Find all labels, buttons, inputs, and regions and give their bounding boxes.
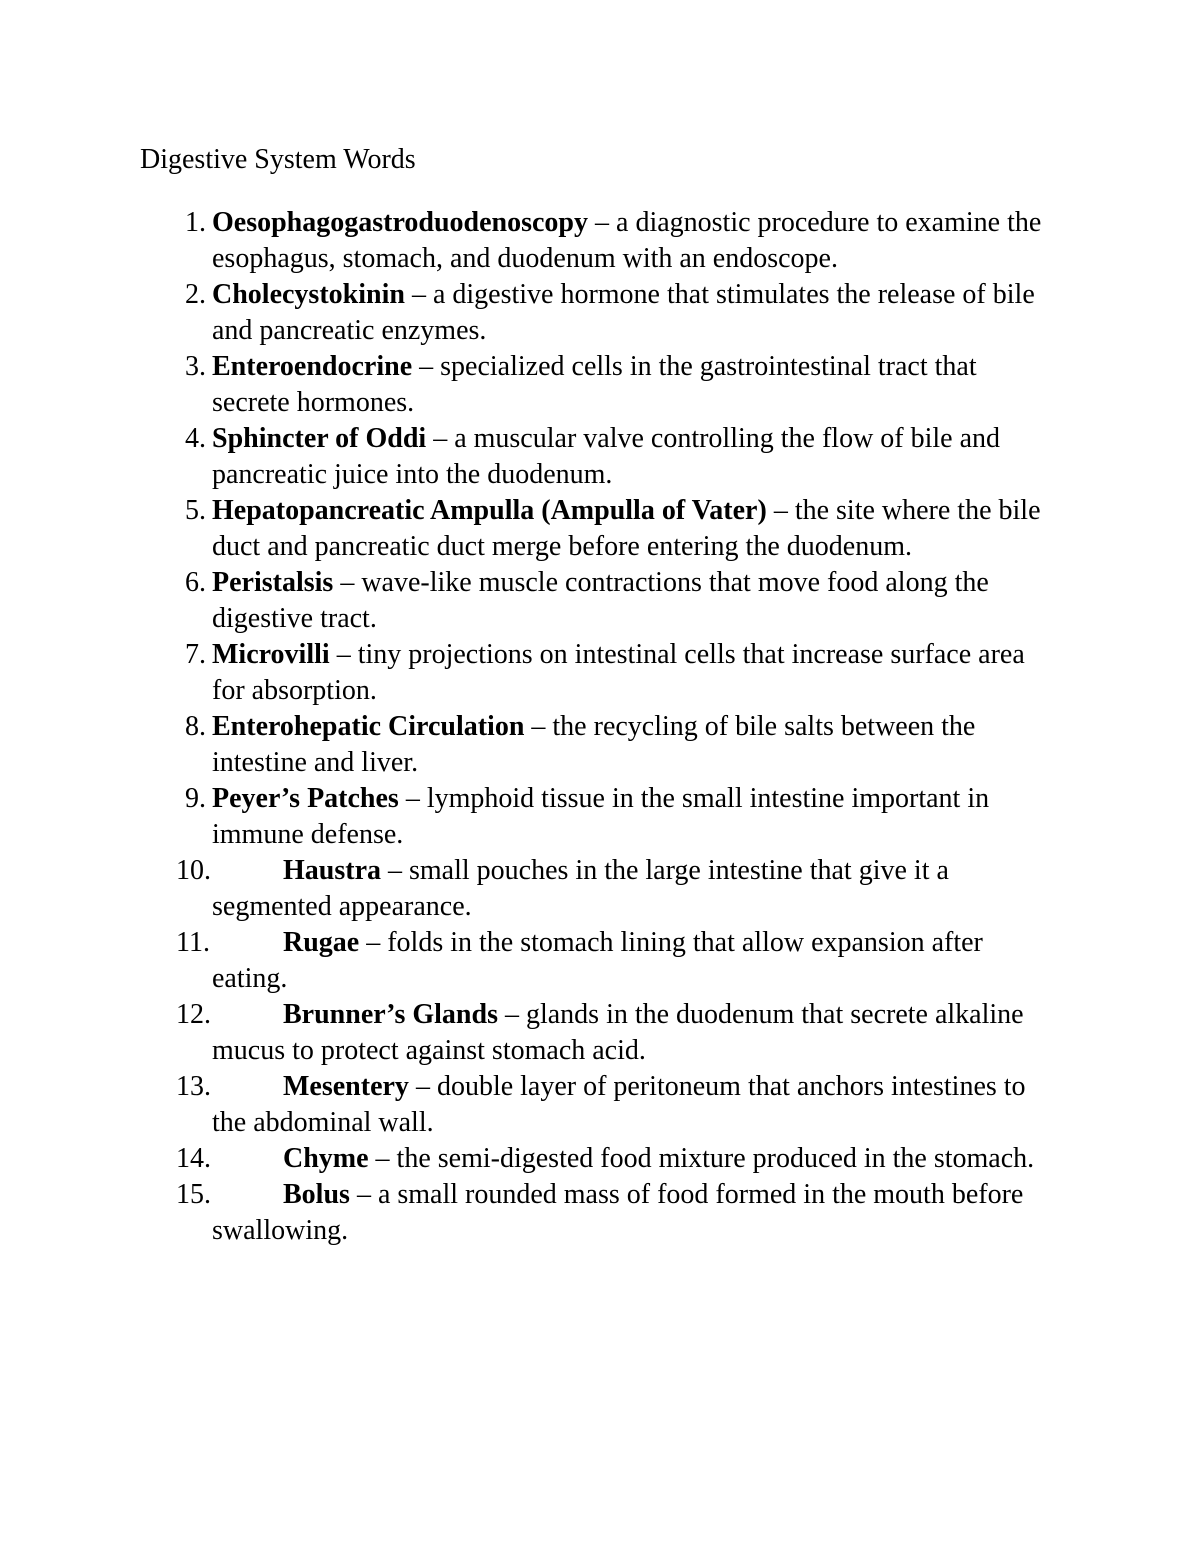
term-text — [212, 349, 1052, 421]
term-text — [212, 1141, 1052, 1177]
term-word: Peristalsis — [212, 567, 334, 598]
term-word: Chyme — [283, 1143, 369, 1174]
term-word: Haustra — [283, 855, 381, 886]
term-separator: – — [404, 279, 433, 310]
term-item — [0, 781, 1052, 853]
term-definition: glands in the duodenum that secrete alkaline mucus to protect against stomach acid. — [212, 999, 1024, 1066]
term-item — [0, 421, 1052, 493]
term-definition: a digestive hormone that stimulates the release of bile and pancreatic enzymes. — [212, 279, 1035, 346]
term-separator: – — [349, 1179, 378, 1210]
term-text — [212, 709, 1052, 781]
term-text — [212, 997, 1052, 1069]
term-text — [212, 493, 1052, 565]
term-text — [212, 1069, 1052, 1141]
term-separator: – — [766, 495, 795, 526]
term-word: Oesophagogastroduodenoscopy — [212, 207, 589, 238]
term-number: 9. — [185, 783, 206, 814]
term-separator: – — [412, 351, 441, 382]
term-definition: wave-like muscle contractions that move food along the digestive tract. — [212, 567, 989, 634]
term-number: 1. — [185, 207, 206, 238]
term-item — [0, 637, 1052, 709]
term-item — [0, 709, 1052, 781]
term-word: Microvilli — [212, 639, 330, 670]
term-word: Sphincter of Oddi — [212, 423, 427, 454]
term-item — [0, 493, 1052, 565]
term-separator: – — [497, 999, 526, 1030]
term-text — [212, 853, 1052, 925]
term-separator: – — [329, 639, 358, 670]
term-item — [0, 1141, 1052, 1177]
term-item — [0, 853, 1052, 925]
term-definition: the recycling of bile salts between the intestine and liver. — [212, 711, 976, 778]
term-list — [0, 205, 1200, 1249]
term-item — [0, 1069, 1052, 1141]
term-word: Enterohepatic Circulation — [212, 711, 525, 742]
term-text — [212, 205, 1052, 277]
term-separator: – — [408, 1071, 437, 1102]
term-text — [212, 421, 1052, 493]
term-definition: lymphoid tissue in the small intestine important in immune defense. — [212, 783, 990, 850]
term-separator: – — [588, 207, 617, 238]
term-definition: tiny projections on intestinal cells that increase surface area for absorption. — [212, 639, 1025, 706]
term-word: Peyer’s Patches — [212, 783, 399, 814]
term-number: 5. — [185, 495, 206, 526]
term-definition: the site where the bile duct and pancreatic duct merge before entering the duodenum. — [212, 495, 1041, 562]
term-separator: – — [368, 1143, 397, 1174]
term-definition: a muscular valve controlling the flow of bile and pancreatic juice into the duodenum. — [212, 423, 1001, 490]
term-number: 8. — [185, 711, 206, 742]
term-definition: specialized cells in the gastrointestinal tract that secrete hormones. — [212, 351, 977, 418]
term-text — [212, 277, 1052, 349]
term-number: 2. — [185, 279, 206, 310]
term-definition: a diagnostic procedure to examine the esophagus, stomach, and duodenum with an endoscope. — [212, 207, 1042, 274]
term-item — [0, 565, 1052, 637]
term-item — [0, 1177, 1052, 1249]
term-definition: the semi-digested food mixture produced in the stomach. — [396, 1143, 1035, 1174]
term-number: 15. — [176, 1179, 211, 1210]
term-definition: folds in the stomach lining that allow expansion after eating. — [212, 927, 983, 994]
term-number: 7. — [185, 639, 206, 670]
term-separator: – — [333, 567, 362, 598]
term-item — [0, 205, 1052, 277]
term-word: Rugae — [283, 927, 360, 958]
term-text — [212, 781, 1052, 853]
term-number: 4. — [185, 423, 206, 454]
document-title: Digestive System Words — [140, 144, 416, 175]
term-number: 3. — [185, 351, 206, 382]
term-item — [0, 349, 1052, 421]
term-separator: – — [381, 855, 409, 886]
term-separator: – — [359, 927, 388, 958]
term-separator: – — [426, 423, 455, 454]
term-item — [0, 925, 1052, 997]
term-word: Enteroendocrine — [212, 351, 413, 382]
term-text — [212, 565, 1052, 637]
term-definition: double layer of peritoneum that anchors intestines to the abdominal wall. — [212, 1071, 1026, 1138]
term-word: Bolus — [283, 1179, 350, 1210]
term-item — [0, 277, 1052, 349]
term-text — [212, 637, 1052, 709]
term-number: 13. — [176, 1071, 211, 1102]
term-definition: small pouches in the large intestine that give it a segmented appearance. — [212, 855, 949, 922]
term-text — [212, 1177, 1052, 1249]
term-word: Mesentery — [283, 1071, 409, 1102]
term-number: 14. — [176, 1143, 211, 1174]
term-separator: – — [524, 711, 553, 742]
term-separator: – — [398, 783, 427, 814]
term-text — [212, 925, 1052, 997]
term-word: Brunner’s Glands — [283, 999, 498, 1030]
term-word: Hepatopancreatic Ampulla (Ampulla of Vater) — [212, 495, 767, 526]
term-definition: a small rounded mass of food formed in the mouth before swallowing. — [212, 1179, 1024, 1246]
term-number: 10. — [176, 855, 211, 886]
term-number: 11. — [176, 927, 210, 958]
term-number: 6. — [185, 567, 206, 598]
term-number: 12. — [176, 999, 211, 1030]
term-word: Cholecystokinin — [212, 279, 405, 310]
term-item — [0, 997, 1052, 1069]
